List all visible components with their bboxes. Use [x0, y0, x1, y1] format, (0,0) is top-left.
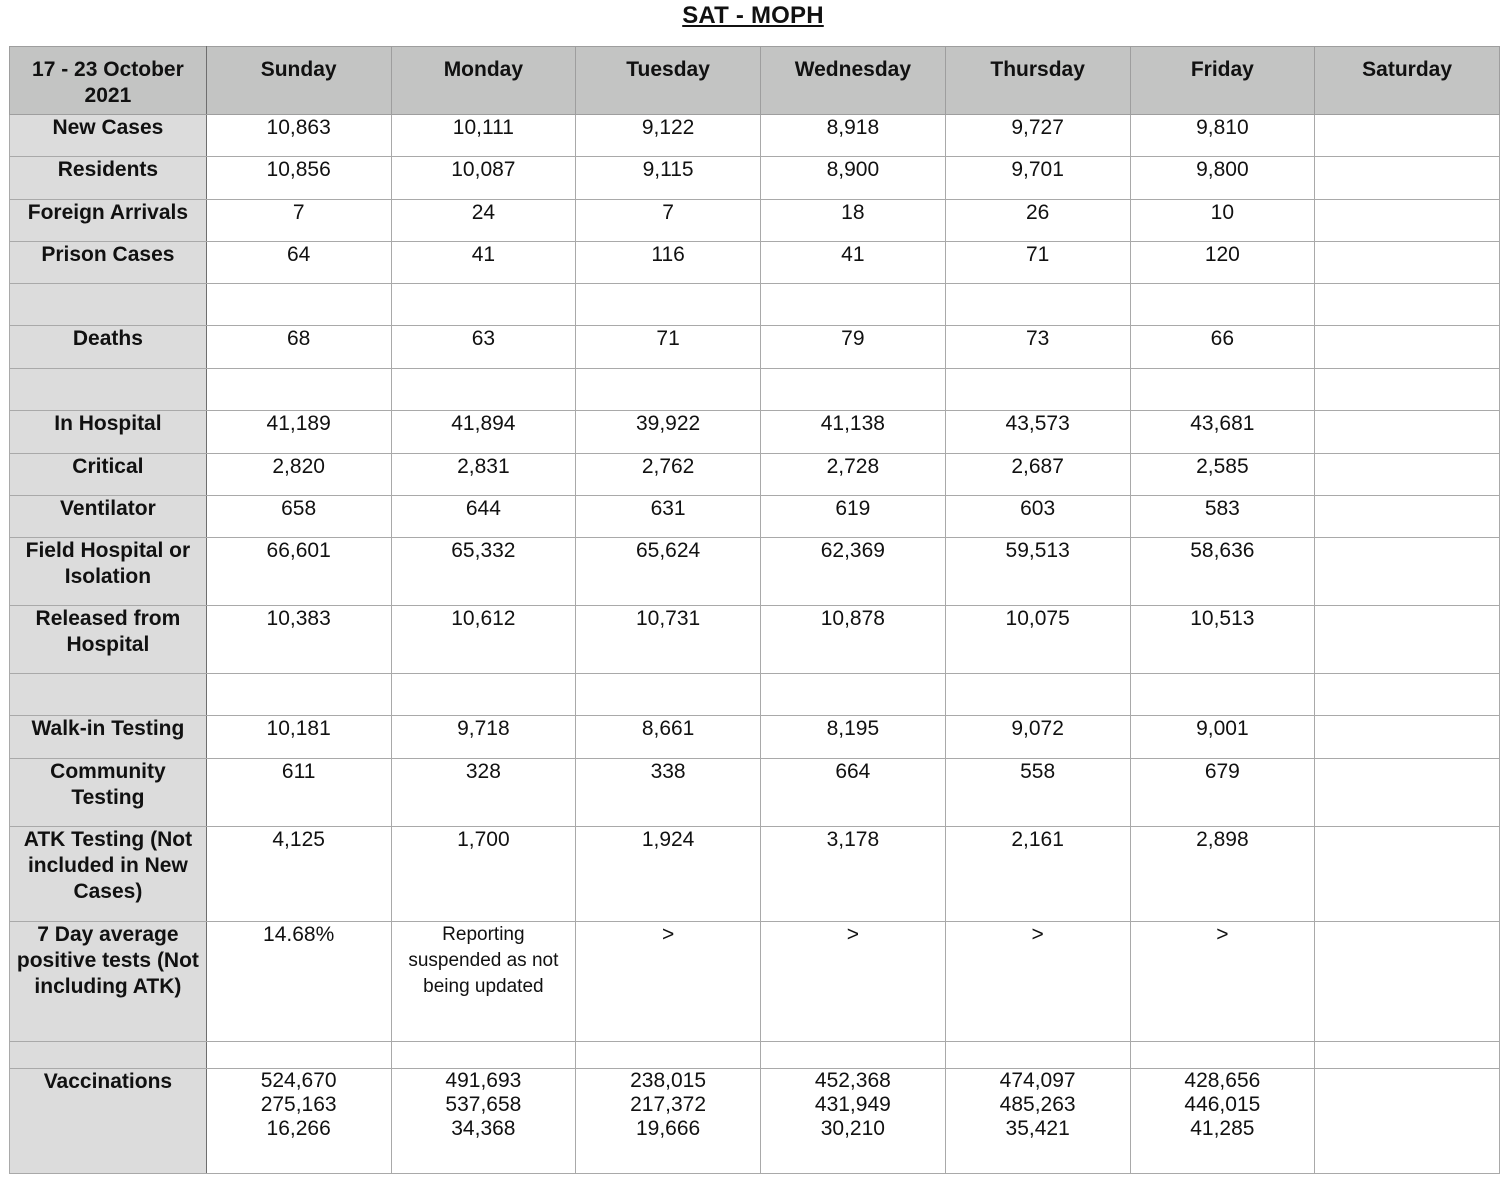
table-row-spacer — [10, 674, 1500, 716]
table-cell: 120 — [1130, 242, 1315, 284]
row-label: 7 Day average positive tests (Not including ATK) — [10, 922, 207, 1042]
vaccination-dose-value: 35,421 — [1005, 1117, 1070, 1140]
table-cell: 66 — [1130, 326, 1315, 369]
table-cell: 9,122 — [576, 115, 761, 157]
table-cell: 2,687 — [945, 454, 1130, 496]
table-cell — [1315, 326, 1500, 369]
table-cell — [1315, 538, 1500, 606]
table-cell: 10,111 — [391, 115, 576, 157]
table-cell: 41,189 — [206, 411, 391, 454]
table-cell: 3,178 — [760, 827, 945, 922]
table-cell-empty — [391, 1042, 576, 1069]
table-cell-empty — [1315, 369, 1500, 411]
table-cell: 1,700 — [391, 827, 576, 922]
row-label: Prison Cases — [10, 242, 207, 284]
table-cell: 7 — [206, 200, 391, 242]
table-cell — [1315, 606, 1500, 674]
table-row-ventilator — [10, 496, 1500, 538]
vaccination-dose-value: 275,163 — [260, 1093, 337, 1116]
row-label: Vaccinations — [10, 1069, 207, 1174]
table-cell: 18 — [760, 200, 945, 242]
table-cell-empty — [576, 1042, 761, 1069]
table-cell: 664 — [760, 759, 945, 827]
table-row-positive-tests — [10, 922, 1500, 1042]
table-cell: > — [760, 922, 945, 1042]
table-row-in-hospital — [10, 411, 1500, 454]
table-cell-empty — [391, 369, 576, 411]
table-cell — [1315, 157, 1500, 200]
table-cell: 39,922 — [576, 411, 761, 454]
row-label: Deaths — [10, 326, 207, 369]
table-cell: 41,894 — [391, 411, 576, 454]
table-cell: 71 — [945, 242, 1130, 284]
vaccination-dose-value: 485,263 — [999, 1093, 1076, 1116]
row-label: Foreign Arrivals — [10, 200, 207, 242]
table-cell: 10 — [1130, 200, 1315, 242]
row-label: Ventilator — [10, 496, 207, 538]
table-cell-empty — [576, 284, 761, 326]
table-row-new-cases — [10, 115, 1500, 157]
vaccination-dose-value: 524,670 — [260, 1069, 337, 1092]
day-header: Monday — [391, 47, 576, 115]
table-row-released — [10, 606, 1500, 674]
vaccination-dose-value: 41,285 — [1190, 1117, 1255, 1140]
table-cell: 2,762 — [576, 454, 761, 496]
table-cell: 10,856 — [206, 157, 391, 200]
table-cell: 7 — [576, 200, 761, 242]
table-cell: 8,918 — [760, 115, 945, 157]
table-cell — [576, 1069, 761, 1174]
vaccination-dose-value: 19,666 — [635, 1117, 701, 1140]
vaccination-dose-value: 491,693 — [445, 1069, 522, 1092]
vaccination-dose-value: 16,266 — [266, 1117, 331, 1140]
row-label: Critical — [10, 454, 207, 496]
table-cell: 73 — [945, 326, 1130, 369]
table-row-atk-testing — [10, 827, 1500, 922]
table-cell: 10,181 — [206, 716, 391, 759]
table-cell — [1315, 496, 1500, 538]
day-header: Wednesday — [760, 47, 945, 115]
table-cell: 328 — [391, 759, 576, 827]
table-cell: 14.68% — [206, 922, 391, 1042]
table-cell: 679 — [1130, 759, 1315, 827]
table-cell: 71 — [576, 326, 761, 369]
table-cell: 10,087 — [391, 157, 576, 200]
vaccination-dose-value: 217,372 — [630, 1093, 707, 1116]
table-cell: 10,612 — [391, 606, 576, 674]
table-cell: 9,800 — [1130, 157, 1315, 200]
date-range-header: 17 - 23 October 2021 — [10, 47, 207, 115]
table-cell: 59,513 — [945, 538, 1130, 606]
table-cell: 10,383 — [206, 606, 391, 674]
table-cell — [391, 1069, 576, 1174]
table-cell-empty — [760, 1042, 945, 1069]
table-cell: 2,820 — [206, 454, 391, 496]
row-label: New Cases — [10, 115, 207, 157]
row-label-empty — [10, 1042, 207, 1069]
table-cell: 1,924 — [576, 827, 761, 922]
table-cell: 619 — [760, 496, 945, 538]
table-cell — [1315, 200, 1500, 242]
table-cell: 644 — [391, 496, 576, 538]
table-cell: 658 — [206, 496, 391, 538]
table-cell: 583 — [1130, 496, 1315, 538]
table-cell: 558 — [945, 759, 1130, 827]
table-cell: 9,701 — [945, 157, 1130, 200]
table-cell-empty — [206, 284, 391, 326]
vaccination-dose-value: 446,015 — [1184, 1093, 1261, 1116]
table-cell: 41 — [760, 242, 945, 284]
row-label: Released from Hospital — [10, 606, 207, 674]
table-row-deaths — [10, 326, 1500, 369]
table-cell-empty — [760, 284, 945, 326]
table-cell: 631 — [576, 496, 761, 538]
table-cell: 65,624 — [576, 538, 761, 606]
table-cell: 603 — [945, 496, 1130, 538]
vaccination-dose-value: 34,368 — [451, 1117, 516, 1140]
table-cell-empty — [945, 284, 1130, 326]
day-header: Tuesday — [576, 47, 761, 115]
table-row-spacer — [10, 369, 1500, 411]
table-cell — [1130, 1069, 1315, 1174]
table-cell: 10,513 — [1130, 606, 1315, 674]
table-cell — [1315, 827, 1500, 922]
table-cell: 4,125 — [206, 827, 391, 922]
table-cell-empty — [945, 674, 1130, 716]
row-label-empty — [10, 674, 207, 716]
table-cell: 9,072 — [945, 716, 1130, 759]
table-row-field-hospital — [10, 538, 1500, 606]
table-row-spacer — [10, 1042, 1500, 1069]
day-header: Saturday — [1315, 47, 1500, 115]
table-cell-empty — [391, 674, 576, 716]
table-cell-empty — [1315, 284, 1500, 326]
table-cell: > — [576, 922, 761, 1042]
table-cell: 8,195 — [760, 716, 945, 759]
table-cell: 2,161 — [945, 827, 1130, 922]
table-cell: 65,332 — [391, 538, 576, 606]
page-title: SAT - MOPH — [682, 2, 824, 29]
table-cell: 9,727 — [945, 115, 1130, 157]
table-row-critical — [10, 454, 1500, 496]
table-cell-empty — [945, 1042, 1130, 1069]
table-cell: 9,001 — [1130, 716, 1315, 759]
table-cell: 43,573 — [945, 411, 1130, 454]
table-row-foreign-arrivals — [10, 200, 1500, 242]
table-cell: > — [945, 922, 1130, 1042]
table-cell: 9,810 — [1130, 115, 1315, 157]
table-row-residents — [10, 157, 1500, 200]
table-cell — [1315, 759, 1500, 827]
table-cell: 2,728 — [760, 454, 945, 496]
table-cell-empty — [760, 674, 945, 716]
table-cell-empty — [391, 284, 576, 326]
table-cell-empty — [945, 369, 1130, 411]
table-cell-empty — [206, 674, 391, 716]
table-cell: > — [1130, 922, 1315, 1042]
table-cell: 10,878 — [760, 606, 945, 674]
table-cell — [1315, 454, 1500, 496]
table-cell: 68 — [206, 326, 391, 369]
table-cell: 10,731 — [576, 606, 761, 674]
table-cell: 63 — [391, 326, 576, 369]
table-cell-empty — [1130, 284, 1315, 326]
table-cell: 2,831 — [391, 454, 576, 496]
table-cell — [1315, 115, 1500, 157]
table-cell — [760, 1069, 945, 1174]
day-header: Thursday — [945, 47, 1130, 115]
vaccination-dose-value: 452,368 — [814, 1069, 891, 1092]
header-row — [10, 47, 1500, 115]
table-cell: 43,681 — [1130, 411, 1315, 454]
table-cell-empty — [1130, 674, 1315, 716]
vaccination-dose-value: 238,015 — [630, 1069, 707, 1092]
table-cell: 338 — [576, 759, 761, 827]
table-cell: 10,075 — [945, 606, 1130, 674]
table-cell: 2,585 — [1130, 454, 1315, 496]
table-cell-empty — [1130, 369, 1315, 411]
vaccination-dose-value: 474,097 — [999, 1069, 1076, 1092]
table-cell: 8,661 — [576, 716, 761, 759]
table-cell — [206, 1069, 391, 1174]
table-cell-empty — [576, 674, 761, 716]
table-cell: 2,898 — [1130, 827, 1315, 922]
row-label-empty — [10, 369, 207, 411]
vaccination-dose-value: 537,658 — [445, 1093, 522, 1116]
table-cell-empty — [760, 369, 945, 411]
weekly-stats-table — [9, 46, 1500, 1174]
table-cell-empty — [1130, 1042, 1315, 1069]
table-row-spacer — [10, 284, 1500, 326]
table-cell: 611 — [206, 759, 391, 827]
table-row-prison-cases — [10, 242, 1500, 284]
table-cell-note: Reporting suspended as not being updated — [391, 922, 576, 1042]
day-header: Sunday — [206, 47, 391, 115]
row-label: Walk-in Testing — [10, 716, 207, 759]
table-cell: 66,601 — [206, 538, 391, 606]
table-cell: 116 — [576, 242, 761, 284]
table-cell: 64 — [206, 242, 391, 284]
table-cell — [1315, 1069, 1500, 1174]
table-cell-empty — [1315, 1042, 1500, 1069]
table-cell: 26 — [945, 200, 1130, 242]
table-cell — [1315, 411, 1500, 454]
table-cell-empty — [576, 369, 761, 411]
vaccination-dose-value: 30,210 — [820, 1117, 885, 1140]
table-cell: 41 — [391, 242, 576, 284]
row-label-empty — [10, 284, 207, 326]
row-label: Community Testing — [10, 759, 207, 827]
table-cell — [945, 1069, 1130, 1174]
table-cell-empty — [1315, 674, 1500, 716]
table-cell: 41,138 — [760, 411, 945, 454]
table-cell — [1315, 242, 1500, 284]
table-row-vaccinations — [10, 1069, 1500, 1174]
table-cell: 58,636 — [1130, 538, 1315, 606]
table-row-community-testing — [10, 759, 1500, 827]
table-cell — [1315, 716, 1500, 759]
vaccination-dose-value: 428,656 — [1184, 1069, 1261, 1092]
table-cell: 24 — [391, 200, 576, 242]
row-label: Residents — [10, 157, 207, 200]
row-label: ATK Testing (Not included in New Cases) — [10, 827, 207, 922]
table-cell: 10,863 — [206, 115, 391, 157]
day-header: Friday — [1130, 47, 1315, 115]
table-cell-empty — [206, 1042, 391, 1069]
table-cell — [1315, 922, 1500, 1042]
table-cell-empty — [206, 369, 391, 411]
vaccination-dose-value: 431,949 — [814, 1093, 891, 1116]
table-cell: 79 — [760, 326, 945, 369]
table-cell: 9,115 — [576, 157, 761, 200]
row-label: In Hospital — [10, 411, 207, 454]
row-label: Field Hospital or Isolation — [10, 538, 207, 606]
table-cell: 8,900 — [760, 157, 945, 200]
table-cell: 62,369 — [760, 538, 945, 606]
table-cell: 9,718 — [391, 716, 576, 759]
table-row-walk-in-testing — [10, 716, 1500, 759]
